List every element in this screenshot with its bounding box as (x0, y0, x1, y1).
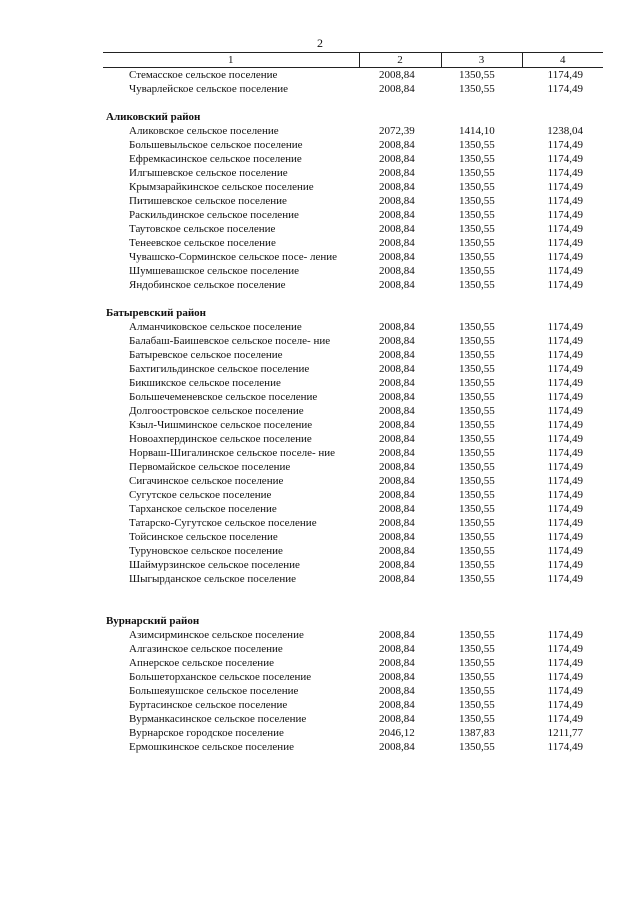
district-heading-row (103, 96, 603, 124)
value-col-4: 1174,49 (547, 237, 583, 249)
value-col-2: 2008,84 (379, 335, 415, 347)
value-col-2: 2008,84 (379, 643, 415, 655)
value-col-3: 1350,55 (459, 503, 495, 515)
value-col-3: 1350,55 (459, 419, 495, 431)
value-col-2: 2008,84 (379, 489, 415, 501)
settlement-name: Таутовское сельское поселение (129, 223, 276, 235)
value-col-2: 2008,84 (379, 83, 415, 95)
value-col-2: 2008,84 (379, 503, 415, 515)
value-col-4: 1174,49 (547, 489, 583, 501)
settlement-name: Вурнарское городское поселение (129, 727, 284, 739)
settlement-name: Туруновское сельское поселение (129, 545, 283, 557)
settlement-name: Большеяушское сельское поселение (129, 685, 299, 697)
settlement-name: Крымзарайкинское сельское поселение (129, 181, 314, 193)
settlement-name: Долгоостровское сельское поселение (129, 405, 304, 417)
value-col-4: 1174,49 (547, 321, 583, 333)
column-header-4: 4 (522, 53, 603, 68)
value-col-2: 2008,84 (379, 363, 415, 375)
value-col-4: 1174,49 (547, 657, 583, 669)
value-col-4: 1174,49 (547, 181, 583, 193)
settlements-table (103, 52, 603, 754)
settlement-name: Норваш-Шигалинское сельское поселе- ние (129, 447, 336, 459)
value-col-2: 2008,84 (379, 741, 415, 753)
value-col-2: 2008,84 (379, 573, 415, 585)
value-col-2: 2008,84 (379, 181, 415, 193)
value-col-4: 1174,49 (547, 69, 583, 81)
value-col-3: 1350,55 (459, 559, 495, 571)
value-col-2: 2008,84 (379, 153, 415, 165)
table-row (103, 194, 603, 208)
value-col-3: 1350,55 (459, 671, 495, 683)
table-row (103, 348, 603, 362)
value-col-3: 1350,55 (459, 489, 495, 501)
value-col-3: 1350,55 (459, 741, 495, 753)
value-col-4: 1174,49 (547, 517, 583, 529)
value-col-4: 1174,49 (547, 363, 583, 375)
settlement-name: Илгышевское сельское поселение (129, 167, 288, 179)
table-row (103, 698, 603, 712)
value-col-4: 1174,49 (547, 461, 583, 473)
value-col-3: 1350,55 (459, 167, 495, 179)
settlement-name: Алгазинское сельское поселение (129, 643, 283, 655)
value-col-4: 1174,49 (547, 419, 583, 431)
column-header-1: 1 (103, 53, 359, 68)
settlement-name: Балабаш-Баишевское сельское поселе- ние (129, 335, 331, 347)
value-col-2: 2008,84 (379, 531, 415, 543)
value-col-3: 1350,55 (459, 153, 495, 165)
settlement-name: Чуварлейское сельское поселение (129, 83, 289, 95)
value-col-3: 1350,55 (459, 475, 495, 487)
table-row (103, 390, 603, 404)
table-row (103, 68, 603, 83)
table-row (103, 208, 603, 222)
table-row (103, 376, 603, 390)
settlement-name: Алманчиковское сельское поселение (129, 321, 302, 333)
district-heading: Вурнарский район (106, 615, 200, 627)
settlement-name: Стемасское сельское поселение (129, 69, 278, 81)
value-col-3: 1350,55 (459, 713, 495, 725)
value-col-4: 1238,04 (547, 125, 583, 137)
table-row (103, 474, 603, 488)
value-col-2: 2072,39 (379, 125, 415, 137)
settlement-name: Раскильдинское сельское поселение (129, 209, 299, 221)
table-row (103, 180, 603, 194)
district-heading: Батыревский район (106, 307, 206, 319)
value-col-3: 1387,83 (459, 727, 495, 739)
settlement-name: Новоахпердинское сельское поселение (129, 433, 312, 445)
settlement-name: Татарско-Сугутское сельское поселение (129, 517, 317, 529)
value-col-2: 2008,84 (379, 139, 415, 151)
table-row (103, 432, 603, 446)
value-col-3: 1350,55 (459, 209, 495, 221)
value-col-4: 1174,49 (547, 391, 583, 403)
district-heading-row (103, 292, 603, 320)
value-col-3: 1350,55 (459, 685, 495, 697)
value-col-4: 1174,49 (547, 741, 583, 753)
value-col-3: 1350,55 (459, 377, 495, 389)
value-col-2: 2008,84 (379, 167, 415, 179)
value-col-3: 1350,55 (459, 461, 495, 473)
value-col-4: 1174,49 (547, 405, 583, 417)
table-row (103, 446, 603, 460)
value-col-3: 1350,55 (459, 321, 495, 333)
settlement-name: Большеторханское сельское поселение (129, 671, 312, 683)
table-row (103, 320, 603, 334)
value-col-4: 1174,49 (547, 475, 583, 487)
value-col-3: 1350,55 (459, 531, 495, 543)
value-col-3: 1350,55 (459, 223, 495, 235)
table-row (103, 404, 603, 418)
value-col-4: 1174,49 (547, 335, 583, 347)
value-col-3: 1350,55 (459, 69, 495, 81)
page-number: 2 (317, 36, 323, 50)
value-col-2: 2046,12 (379, 727, 415, 739)
value-col-4: 1174,49 (547, 713, 583, 725)
value-col-4: 1174,49 (547, 167, 583, 179)
value-col-3: 1350,55 (459, 251, 495, 263)
settlement-name: Шумшевашское сельское поселение (129, 265, 300, 277)
settlement-name: Большечеменевское сельское поселение (129, 391, 318, 403)
value-col-2: 2008,84 (379, 321, 415, 333)
table-row (103, 740, 603, 754)
value-col-4: 1174,49 (547, 447, 583, 459)
value-col-3: 1350,55 (459, 237, 495, 249)
value-col-3: 1350,55 (459, 545, 495, 557)
table-row (103, 502, 603, 516)
value-col-4: 1174,49 (547, 629, 583, 641)
value-col-2: 2008,84 (379, 391, 415, 403)
settlement-name: Кзыл-Чишминское сельское поселение (129, 419, 313, 431)
value-col-3: 1350,55 (459, 643, 495, 655)
table-row (103, 684, 603, 698)
table-row (103, 488, 603, 502)
table-row (103, 250, 603, 264)
value-col-3: 1350,55 (459, 83, 495, 95)
value-col-2: 2008,84 (379, 195, 415, 207)
table-row (103, 516, 603, 530)
value-col-2: 2008,84 (379, 713, 415, 725)
settlement-name: Сугутское сельское поселение (129, 489, 272, 501)
value-col-4: 1211,77 (547, 727, 583, 739)
value-col-4: 1174,49 (547, 279, 583, 291)
value-col-4: 1174,49 (547, 573, 583, 585)
settlement-name: Тенеевское сельское поселение (129, 237, 276, 249)
value-col-3: 1350,55 (459, 405, 495, 417)
value-col-2: 2008,84 (379, 559, 415, 571)
value-col-2: 2008,84 (379, 545, 415, 557)
table-row (103, 642, 603, 656)
spacer-cell (103, 586, 603, 600)
value-col-4: 1174,49 (547, 433, 583, 445)
column-header-2: 2 (359, 53, 441, 68)
table-row (103, 362, 603, 376)
value-col-2: 2008,84 (379, 699, 415, 711)
value-col-2: 2008,84 (379, 475, 415, 487)
table-row (103, 124, 603, 138)
table-row (103, 670, 603, 684)
value-col-3: 1350,55 (459, 139, 495, 151)
value-col-3: 1350,55 (459, 265, 495, 277)
value-col-2: 2008,84 (379, 349, 415, 361)
value-col-2: 2008,84 (379, 517, 415, 529)
table-row (103, 572, 603, 586)
settlement-name: Аликовское сельское поселение (129, 125, 279, 137)
value-col-3: 1350,55 (459, 657, 495, 669)
table-row (103, 138, 603, 152)
settlement-name: Азимсирминское сельское поселение (129, 629, 304, 641)
settlement-name: Батыревское сельское поселение (129, 349, 283, 361)
value-col-4: 1174,49 (547, 503, 583, 515)
value-col-3: 1350,55 (459, 447, 495, 459)
value-col-3: 1414,10 (459, 125, 495, 137)
value-col-2: 2008,84 (379, 419, 415, 431)
settlement-name: Буртасинское сельское поселение (129, 699, 288, 711)
settlement-name: Шаймурзинское сельское поселение (129, 559, 300, 571)
settlement-name: Питишевское сельское поселение (129, 195, 287, 207)
value-col-4: 1174,49 (547, 643, 583, 655)
value-col-3: 1350,55 (459, 573, 495, 585)
value-col-2: 2008,84 (379, 265, 415, 277)
value-col-4: 1174,49 (547, 531, 583, 543)
value-col-4: 1174,49 (547, 377, 583, 389)
settlement-name: Шыгырданское сельское поселение (129, 573, 296, 585)
value-col-3: 1350,55 (459, 699, 495, 711)
settlement-name: Апнерское сельское поселение (129, 657, 274, 669)
table-row (103, 264, 603, 278)
table-row (103, 334, 603, 348)
value-col-4: 1174,49 (547, 671, 583, 683)
settlement-name: Ермошкинское сельское поселение (129, 741, 294, 753)
settlement-name: Вурманкасинское сельское поселение (129, 713, 307, 725)
table-row (103, 530, 603, 544)
table-row (103, 544, 603, 558)
value-col-2: 2008,84 (379, 237, 415, 249)
value-col-2: 2008,84 (379, 223, 415, 235)
value-col-4: 1174,49 (547, 349, 583, 361)
value-col-4: 1174,49 (547, 153, 583, 165)
value-col-4: 1174,49 (547, 251, 583, 263)
value-col-4: 1174,49 (547, 139, 583, 151)
value-col-3: 1350,55 (459, 433, 495, 445)
district-heading-row (103, 600, 603, 628)
value-col-2: 2008,84 (379, 657, 415, 669)
value-col-4: 1174,49 (547, 209, 583, 221)
value-col-2: 2008,84 (379, 69, 415, 81)
value-col-2: 2008,84 (379, 405, 415, 417)
settlement-name: Большевыльское сельское поселение (129, 139, 303, 151)
table-row (103, 460, 603, 474)
settlement-name: Яндобинское сельское поселение (129, 279, 286, 291)
settlement-name: Тарханское сельское поселение (129, 503, 277, 515)
table-row (103, 82, 603, 96)
district-heading: Аликовский район (106, 111, 201, 123)
table-row (103, 152, 603, 166)
value-col-3: 1350,55 (459, 181, 495, 193)
settlement-name: Бикшикское сельское поселение (129, 377, 281, 389)
table-row (103, 166, 603, 180)
value-col-2: 2008,84 (379, 377, 415, 389)
value-col-2: 2008,84 (379, 447, 415, 459)
value-col-2: 2008,84 (379, 279, 415, 291)
value-col-4: 1174,49 (547, 559, 583, 571)
value-col-3: 1350,55 (459, 391, 495, 403)
value-col-4: 1174,49 (547, 223, 583, 235)
table-row (103, 278, 603, 292)
value-col-2: 2008,84 (379, 433, 415, 445)
value-col-3: 1350,55 (459, 363, 495, 375)
value-col-3: 1350,55 (459, 335, 495, 347)
value-col-4: 1174,49 (547, 545, 583, 557)
value-col-4: 1174,49 (547, 195, 583, 207)
settlement-name: Сигачинское сельское поселение (129, 475, 284, 487)
value-col-3: 1350,55 (459, 279, 495, 291)
table-row (103, 656, 603, 670)
value-col-2: 2008,84 (379, 209, 415, 221)
column-header-3: 3 (441, 53, 522, 68)
header-row (103, 53, 603, 68)
table-row (103, 418, 603, 432)
value-col-4: 1174,49 (547, 685, 583, 697)
spacer-row (103, 586, 603, 600)
value-col-2: 2008,84 (379, 685, 415, 697)
value-col-2: 2008,84 (379, 461, 415, 473)
value-col-3: 1350,55 (459, 195, 495, 207)
table-body (103, 68, 603, 755)
value-col-2: 2008,84 (379, 671, 415, 683)
table-row (103, 712, 603, 726)
value-col-3: 1350,55 (459, 349, 495, 361)
value-col-4: 1174,49 (547, 699, 583, 711)
table-row (103, 236, 603, 250)
table-row (103, 222, 603, 236)
table-row (103, 726, 603, 740)
value-col-3: 1350,55 (459, 629, 495, 641)
settlement-name: Первомайское сельское поселение (129, 461, 291, 473)
value-col-3: 1350,55 (459, 517, 495, 529)
settlement-name: Ефремкасинское сельское поселение (129, 153, 302, 165)
value-col-4: 1174,49 (547, 265, 583, 277)
settlement-name: Бахтигильдинское сельское поселение (129, 363, 310, 375)
settlement-name: Чувашско-Сорминское сельское посе- ление (129, 251, 338, 263)
settlement-name: Тойсинское сельское поселение (129, 531, 278, 543)
table-row (103, 628, 603, 642)
table-row (103, 558, 603, 572)
value-col-2: 2008,84 (379, 629, 415, 641)
value-col-4: 1174,49 (547, 83, 583, 95)
value-col-2: 2008,84 (379, 251, 415, 263)
table-header (103, 53, 603, 68)
